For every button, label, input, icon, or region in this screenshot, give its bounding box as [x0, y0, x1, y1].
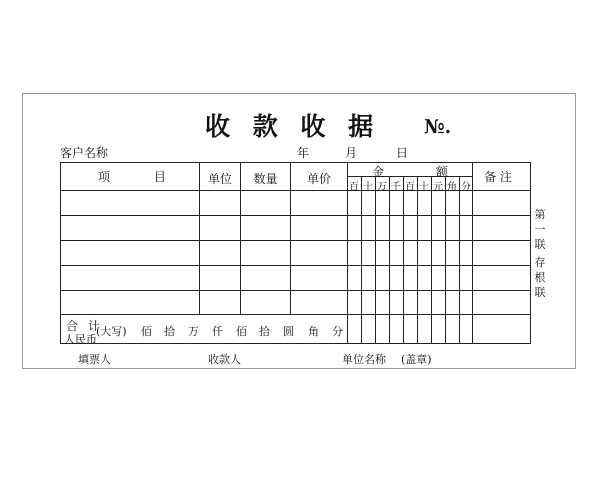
- total-label: 合 计: [66, 319, 100, 333]
- digit-label: 千: [391, 182, 401, 193]
- total-unit: 佰: [236, 325, 247, 338]
- header-amount: 金 额: [372, 165, 448, 179]
- digit-label: 万: [377, 182, 387, 193]
- footer-company-label: 单位名称: [342, 353, 386, 366]
- digit-label: 元: [433, 182, 443, 193]
- digit-label: 角: [447, 182, 457, 193]
- digit-label: 百: [405, 182, 415, 193]
- total-unit: 角: [308, 325, 319, 338]
- digit-label: 十: [419, 182, 429, 193]
- total-unit: 拾: [259, 325, 270, 338]
- header-price: 单价: [306, 172, 331, 186]
- total-unit: 佰: [141, 325, 152, 338]
- side-copy-label: 第 一 联: [534, 208, 546, 251]
- digit-label: 百: [349, 182, 359, 193]
- receipt-number-mark: №.: [424, 116, 452, 138]
- total-unit: 分: [332, 325, 343, 338]
- side-stub-label: 存 根 联: [534, 256, 546, 299]
- date-month-label: 月: [345, 146, 358, 160]
- header-unit: 单位: [207, 172, 232, 186]
- total-uppercase-label: (大写): [96, 325, 127, 338]
- total-rmb-label: 人民币: [64, 333, 97, 346]
- total-unit: 圆: [283, 325, 294, 338]
- total-unit: 拾: [164, 325, 175, 338]
- footer-seal-label: (盖章): [401, 353, 432, 366]
- header-remark: 备 注: [484, 170, 512, 184]
- date-day-label: 日: [396, 146, 409, 160]
- digit-label: 分: [461, 182, 471, 193]
- header-item: 项 目: [98, 170, 166, 184]
- total-unit: 仟: [212, 325, 223, 338]
- digit-label: 十: [363, 182, 373, 193]
- date-year-label: 年: [297, 146, 310, 160]
- footer-drawer-label: 填票人: [78, 353, 111, 366]
- total-unit: 万: [188, 325, 199, 338]
- header-quantity: 数量: [253, 172, 278, 186]
- receipt-title: 收 款 收 据: [205, 112, 376, 141]
- footer-payee-label: 收款人: [208, 353, 241, 366]
- customer-name-label: 客户名称: [60, 146, 109, 160]
